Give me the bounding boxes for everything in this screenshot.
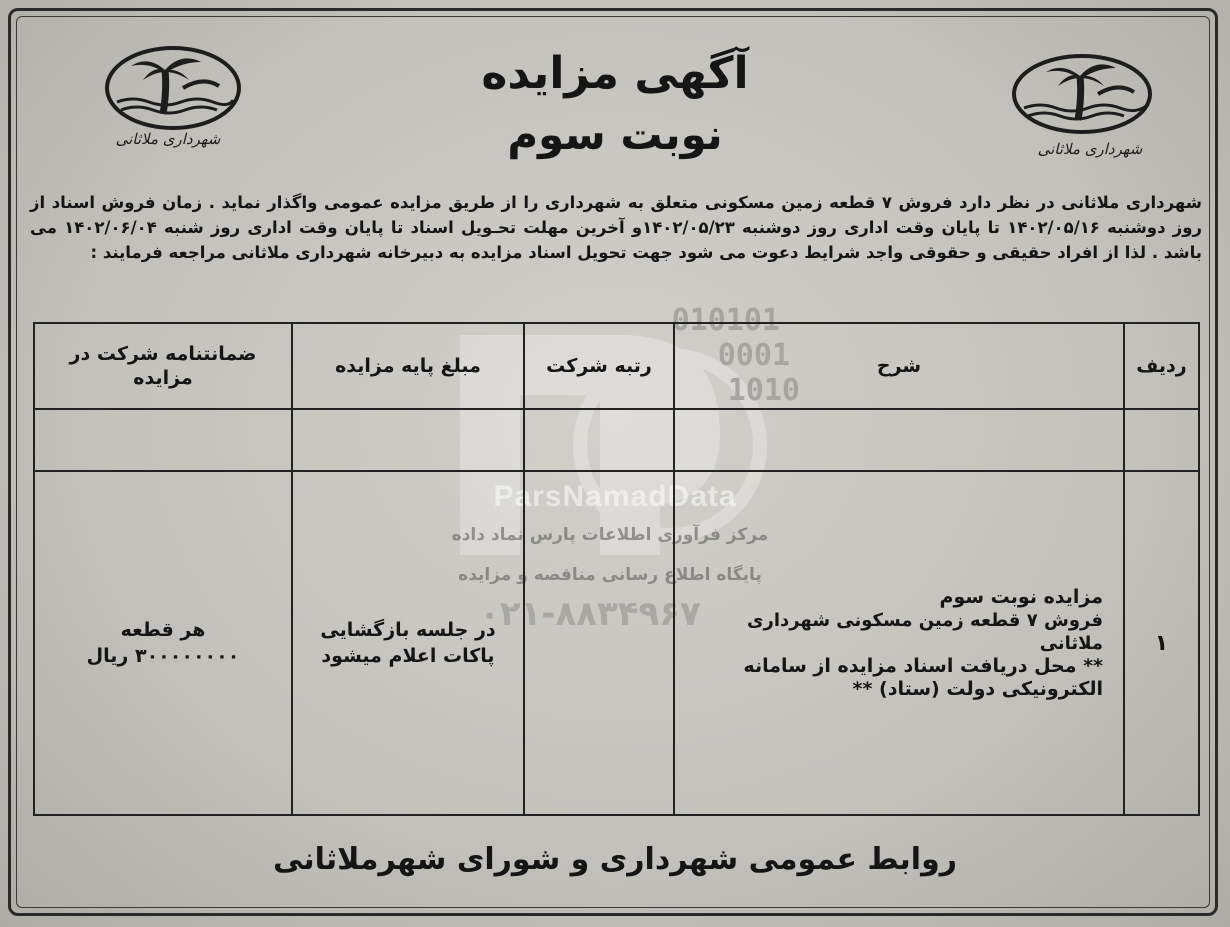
header-row-number: ردیف	[1124, 323, 1199, 409]
guarantee-amount: ۳۰۰۰۰۰۰۰۰ ریال	[86, 645, 240, 667]
notice-round: نوبت سوم	[507, 110, 723, 159]
row-guarantee	[34, 471, 292, 815]
guarantee-label: هر قطعه	[120, 619, 206, 641]
table-header-row	[34, 323, 1199, 409]
row-number: ۱	[1124, 471, 1199, 815]
logo-caption-left: شهرداری ملاثانی	[115, 130, 221, 148]
table-spacer-row	[34, 409, 1199, 471]
auction-table	[33, 322, 1200, 816]
header-base-price: مبلغ پایه مزایده	[292, 323, 524, 409]
description-subject: فروش ۷ قطعه زمین مسکونی شهرداری ملاثانی	[746, 609, 1103, 654]
watermark-brand: ParsNamadData	[493, 480, 737, 513]
logo-caption-right: شهرداری ملاثانی	[1037, 140, 1143, 158]
header-guarantee: ضمانتنامه شرکت در مزایده	[34, 323, 292, 409]
watermark-line-2: پایگاه اطلاع رسانی مناقصه و مزایده	[458, 565, 762, 585]
watermark-binary-1: 010101	[671, 303, 780, 338]
row-base-price: در جلسه بازگشایی پاکات اعلام میشود	[292, 471, 524, 815]
header-company-rank: رتبه شرکت	[524, 323, 674, 409]
watermark-binary-2: 0001	[717, 338, 790, 373]
watermark-phone: ۰۲۱-۸۸۳۴۹۶۷	[479, 594, 701, 634]
description-documents-source: ** محل دریافت اسناد مزایده از سامانه الکترونیکی دولت (ستاد) **	[743, 654, 1103, 700]
watermark-line-1: مرکز فرآوری اطلاعات پارس نماد داده	[451, 525, 769, 545]
watermark-binary-3: 1010	[727, 373, 800, 408]
notice-intro-text: شهرداری ملاثانی در نظر دارد فروش ۷ قطعه زمین مسکونی متعلق به شهرداری را از طریق مزایده عمومی واگذار نماید . زمان فروش اسناد از روز دوشنبه ۱۴۰۲/۰۵/۱۶ تا پایان وقت اداری روز دوشنبه ۱۴۰۲/۰۵/۲۳و آخرین مهلت تحـویل اسناد تا پایان وقت اداری روز شنبه ۱۴۰۲/۰۶/۰۴ می باشد . لذا از افراد حقیقی و حقوقی واجد شرایط دعوت می شود جهت تحویل اسناد مزایده به دبیرخانه شهرداری ملاثانی مراجعه فرمایند :	[30, 193, 1203, 262]
row-description	[674, 471, 1124, 815]
notice-title: آگهی مزایده	[481, 48, 749, 99]
description-round: مزایده نوبت سوم	[939, 585, 1103, 608]
row-company-rank	[524, 471, 674, 815]
table-row	[34, 471, 1199, 815]
header-description: شرح	[674, 323, 1124, 409]
notice-signature: روابط عمومی شهرداری و شورای شهرملاثانی	[272, 842, 958, 877]
